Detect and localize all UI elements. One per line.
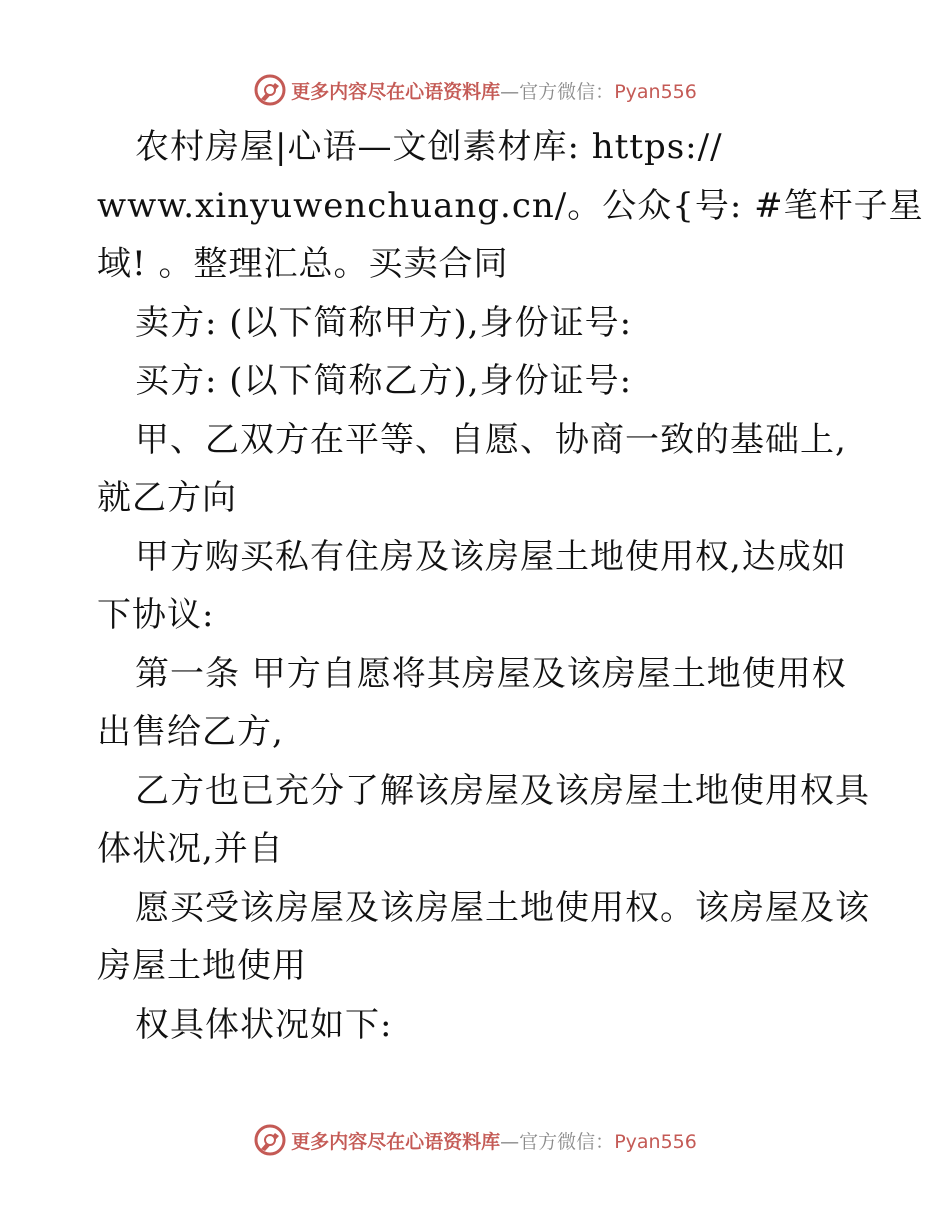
watermark-text: 更多内容尽在心语资料库—官方微信：Pyan556	[291, 80, 697, 103]
paragraph-line: 下协议:	[97, 595, 215, 635]
paragraph-line: 域! 。整理汇总。买卖合同	[97, 244, 509, 284]
header-watermark	[0, 70, 950, 110]
seller-line: 卖方: (以下简称甲方),身份证号:	[135, 302, 633, 343]
paragraph-line: www.xinyuwenchuang.cn/。公众{号: #笔杆子星	[97, 185, 924, 226]
paragraph-line: 体状况,并自	[97, 829, 284, 869]
pen-logo-icon	[253, 73, 287, 107]
article-one-line: 第一条 甲方自愿将其房屋及该房屋土地使用权	[135, 653, 847, 694]
watermark-account: Pyan556	[614, 80, 697, 103]
watermark-separator: —官方微信：	[500, 1130, 615, 1153]
footer-watermark	[0, 1120, 950, 1160]
paragraph-line: 就乙方向	[97, 478, 237, 518]
paragraph-line: 乙方也已充分了解该房屋及该房屋土地使用权具	[135, 770, 870, 811]
watermark-account: Pyan556	[614, 1130, 697, 1153]
paragraph-line: 房屋土地使用	[97, 946, 307, 986]
paragraph-line: 甲方购买私有住房及该房屋土地使用权,达成如	[135, 536, 847, 577]
document-body	[97, 118, 924, 1054]
paragraph-line: 农村房屋|心语—文创素材库: https://	[135, 127, 723, 167]
paragraph-line: 愿买受该房屋及该房屋土地使用权。该房屋及该	[135, 887, 870, 928]
buyer-line: 买方: (以下简称乙方),身份证号:	[135, 361, 633, 401]
paragraph-line: 权具体状况如下:	[135, 1004, 393, 1045]
pen-logo-icon	[253, 1123, 287, 1157]
paragraph-line: 出售给乙方,	[97, 712, 284, 752]
paragraph-line: 甲、乙双方在平等、自愿、协商一致的基础上,	[135, 419, 847, 460]
watermark-separator: —官方微信：	[500, 80, 615, 103]
watermark-text: 更多内容尽在心语资料库—官方微信：Pyan556	[291, 1130, 697, 1153]
